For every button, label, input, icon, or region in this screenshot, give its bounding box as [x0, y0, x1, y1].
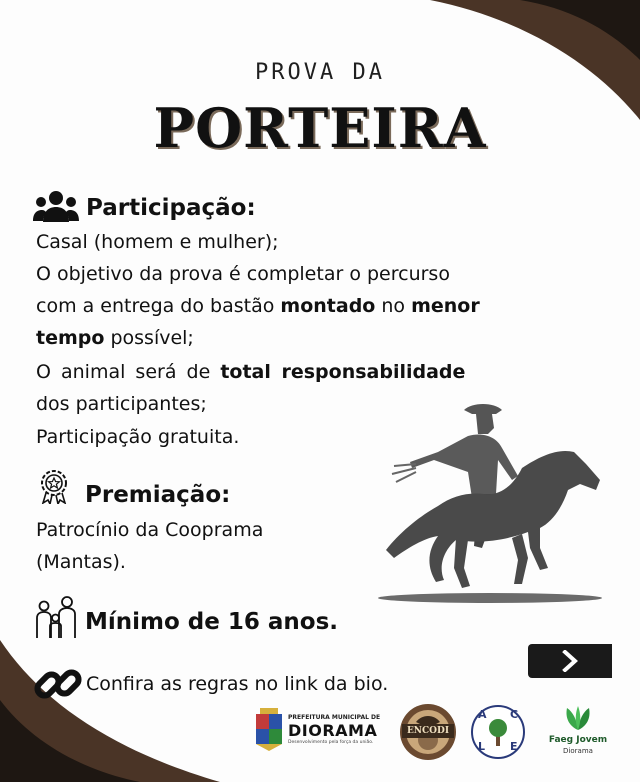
faeg-text: Faeg Jovem — [548, 735, 608, 745]
group-icon — [33, 189, 79, 223]
award-ribbon-icon — [36, 468, 72, 504]
regras-text: Confira as regras no link da bio. — [86, 673, 389, 695]
acle-letter-c: C — [510, 708, 519, 721]
participacao-heading: Participação: — [86, 195, 256, 221]
title-small: PROVA DA — [255, 60, 385, 85]
logo-encodi — [396, 702, 460, 762]
premiacao-line-2: (Mantas). — [36, 551, 126, 573]
acle-letter-a: A — [478, 708, 487, 721]
objetivo-line-1: O objetivo da prova é completar o percurso — [36, 263, 450, 285]
premiacao-text — [36, 514, 263, 578]
logo-faeg-jovem — [546, 706, 610, 760]
prefeitura-tag: Desenvolvimento pela força da união. — [288, 740, 374, 745]
faeg-leaf-icon — [563, 706, 593, 732]
premiacao-line-1: Patrocínio da Cooprama — [36, 519, 264, 541]
idade-text: Mínimo de 16 anos. — [85, 609, 339, 635]
acle-letter-e: E — [510, 740, 518, 753]
logo-acle — [470, 704, 526, 760]
chevron-right-icon — [560, 650, 580, 672]
objetivo-line-3: tempo possível; — [36, 327, 194, 349]
acle-letter-l: L — [478, 740, 486, 753]
participacao-casal: Casal (homem e mulher); — [36, 231, 279, 253]
resp-line-1: O animal será de total responsabilidade — [36, 361, 466, 383]
prefeitura-top: PREFEITURA MUNICIPAL DE — [288, 714, 381, 721]
objetivo-line-2: com a entrega do bastão montado no menor — [36, 295, 480, 317]
family-icon — [33, 594, 79, 640]
next-arrow-button[interactable] — [528, 644, 612, 678]
encodi-text: ENCODI — [406, 726, 450, 736]
participacao-gratuita: Participação gratuita. — [36, 426, 240, 448]
prefeitura-crest-icon — [254, 708, 284, 752]
participacao-objetivo — [36, 258, 576, 354]
faeg-sub: Diorama — [563, 747, 593, 755]
resp-line-2: dos participantes; — [36, 393, 207, 415]
link-chain-icon — [34, 660, 82, 708]
premiacao-heading: Premiação: — [85, 482, 231, 508]
title-big: PORTEIRA — [153, 96, 487, 160]
cowboy-horse-silhouette — [372, 398, 608, 610]
prefeitura-name: DIORAMA — [288, 721, 378, 740]
logo-prefeitura — [254, 704, 381, 758]
